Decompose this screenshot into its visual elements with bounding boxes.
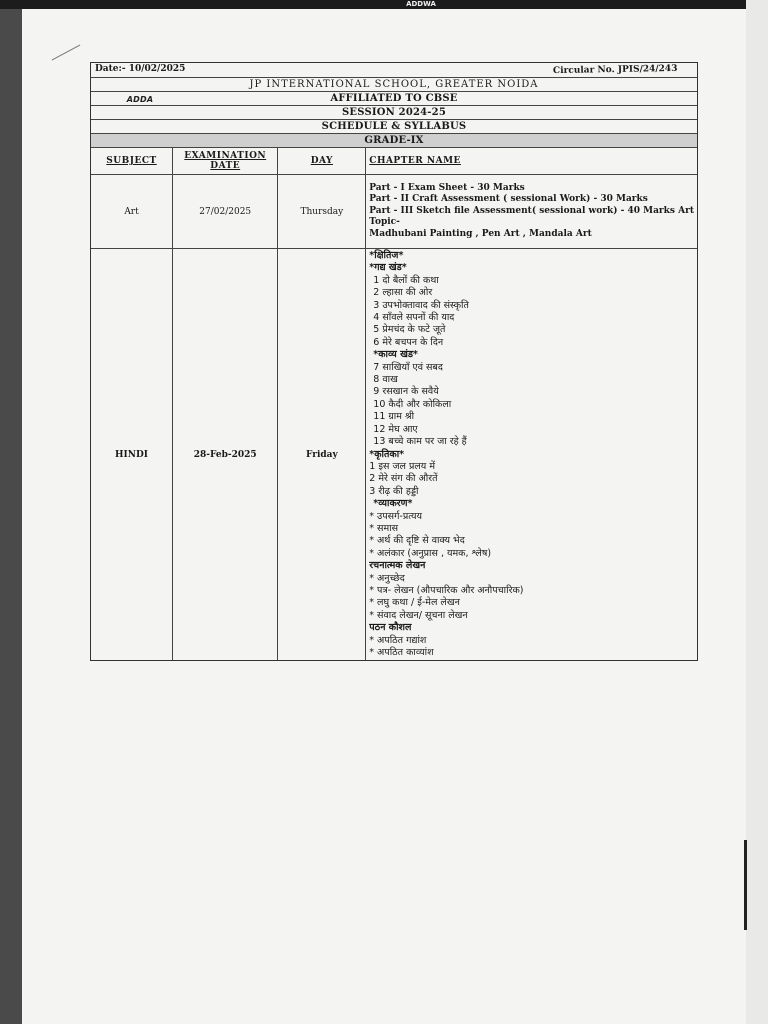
day-cell: Thursday (278, 175, 366, 249)
chapter-line: 4 साँवले सपनों की याद (373, 312, 455, 324)
grade-row (91, 134, 697, 148)
header-subject: SUBJECT (91, 148, 173, 175)
date-cell: 27/02/2025 (173, 175, 278, 249)
chapter-line: 12 मेघ आए (373, 423, 418, 435)
affiliation: AFFILIATED TO CBSE (330, 93, 458, 104)
chapter-line: 9 रसखान के सवैये (373, 386, 439, 398)
session: SESSION 2024-25 (342, 107, 446, 118)
chapter-line: * उपसर्ग-प्रत्यय (369, 510, 423, 522)
chapter-line: 8 वाख (373, 374, 398, 386)
document-title: SCHEDULE & SYLLABUS (321, 121, 467, 132)
school-logo: ADDA (126, 95, 154, 104)
chapter-line: 1 इस जल प्रलय में (369, 460, 436, 472)
day-cell: Friday (278, 249, 366, 661)
chapter-line: 3 रीढ़ की हड्डी (369, 485, 419, 497)
circular-date: Date:- 10/02/2025 (95, 64, 186, 74)
scan-right-edge (746, 0, 768, 1024)
chapter-line: पठन कौशल (369, 622, 412, 634)
date-cell: 28-Feb-2025 (173, 249, 278, 661)
chapter-line: *कृतिका* (369, 448, 405, 460)
chapter-line: * अनुच्छेद (369, 572, 405, 584)
chapter-line: 13 बच्चे काम पर जा रहे हैं (373, 436, 467, 448)
chapter-line: Part - I Exam Sheet - 30 Marks (369, 182, 525, 193)
chapter-line: 2 ल्हासा की ओर (373, 287, 433, 299)
schedule-table (91, 148, 697, 660)
chapter-cell (366, 249, 697, 661)
chapter-line: 7 साखियाँ एवं सबद (373, 361, 443, 373)
chapter-line: * समास (369, 522, 399, 534)
chapter-line: *काव्य खंड* (373, 349, 418, 361)
subject-cell: Art (91, 175, 173, 249)
header-exam-date: EXAMINATION DATE (173, 148, 278, 175)
affiliation-row (91, 92, 697, 106)
chapter-line: 3 उपभोक्तावाद की संस्कृति (373, 299, 469, 311)
header-chapter: CHAPTER NAME (366, 148, 697, 175)
grade-label: GRADE-IX (364, 135, 424, 146)
chapter-line: Topic- (369, 217, 400, 228)
date-row (91, 63, 697, 78)
chapter-line: 6 मेरे बचपन के दिन (373, 336, 444, 348)
chapter-line: *क्षितिज* (369, 250, 404, 261)
title-row (91, 120, 697, 134)
chapter-line: Part - III Sketch file Assessment( sessional work) - 40 Marks Art (369, 205, 694, 216)
table-row (91, 249, 697, 661)
chapter-line: *गद्य खंड* (369, 262, 407, 274)
circular-number: Circular No. JPIS/24/243 (552, 63, 678, 77)
chapter-line: 10 कैदी और कोकिला (373, 398, 452, 410)
chapter-line: Madhubani Painting , Pen Art , Mandala Art (369, 228, 592, 239)
chapter-line: * अलंकार (अनुप्रास , यमक, श्लेष) (369, 547, 492, 559)
table-header-row (91, 148, 697, 175)
chapter-line: * पत्र- लेखन (औपचारिक और अनौपचारिक) (369, 584, 524, 596)
chapter-line: * अर्थ की दृष्टि से वाक्य भेद (369, 535, 465, 547)
chapter-line: * अपठित गद्यांश (369, 634, 427, 646)
chapter-line: 1 दो बैलों की कथा (373, 274, 439, 286)
school-name-row (91, 78, 697, 92)
header-day: DAY (278, 148, 366, 175)
chapter-cell (366, 175, 697, 249)
chapter-line: 5 प्रेमचंद के फटे जूते (373, 324, 446, 336)
chapter-line: रचनात्मक लेखन (369, 560, 426, 572)
subject-cell: HINDI (91, 249, 173, 661)
school-name: JP INTERNATIONAL SCHOOL, GREATER NOIDA (249, 79, 539, 90)
chapter-line: Part - II Craft Assessment ( sessional Work) - 30 Marks (369, 194, 648, 205)
chapter-line: 11 ग्राम श्री (373, 411, 415, 423)
scan-edge-mark (744, 840, 747, 930)
scan-top-band (0, 0, 768, 9)
schedule-document (90, 62, 698, 661)
top-logo-fragment: ADDWA (406, 0, 436, 8)
chapter-line: * अपठित काव्यांश (369, 647, 434, 658)
table-row (91, 175, 697, 249)
chapter-line: 2 मेरे संग की औरतें (369, 473, 438, 485)
chapter-line: * संवाद लेखन/ सूचना लेखन (369, 609, 468, 621)
session-row (91, 106, 697, 120)
chapter-line: *व्याकरण* (373, 498, 413, 510)
chapter-line: * लघु कथा / ई-मेल लेखन (369, 597, 460, 609)
